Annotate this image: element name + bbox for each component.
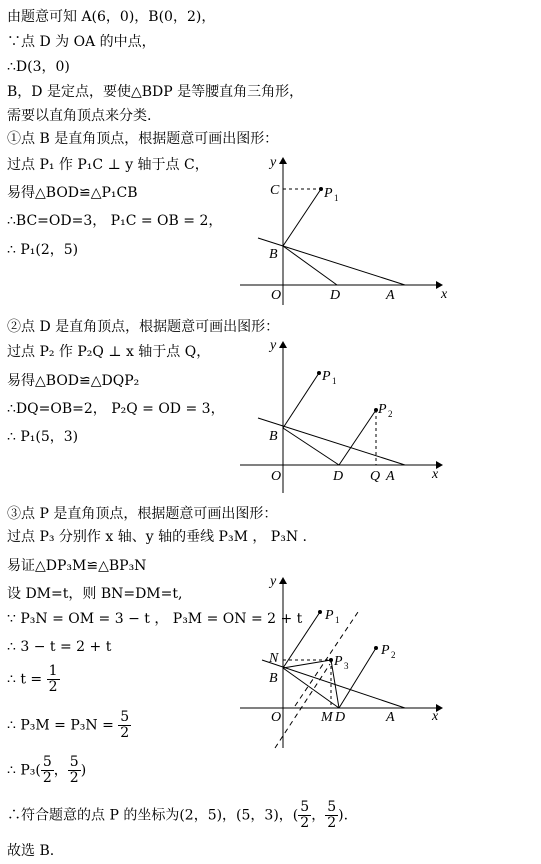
text-line-2: ∵点 D 为 OA 的中点， — [7, 34, 156, 50]
point-p3-subscript: 3 — [344, 661, 349, 671]
point-p1 — [319, 187, 323, 191]
fraction-numerator: 5 — [42, 754, 52, 770]
point-p2 — [374, 646, 378, 650]
origin-label: O — [271, 710, 282, 725]
point-a-label: A — [386, 288, 395, 303]
case1-title: ①点 B 是直角顶点，根据题意可画出图形： — [7, 131, 279, 147]
point-q-label: Q — [370, 469, 381, 484]
point-m-label: M — [321, 710, 333, 725]
point-p1 — [318, 610, 322, 614]
origin-label: O — [271, 288, 282, 303]
fraction-numerator: 5 — [327, 799, 337, 815]
point-p3-label: P — [334, 654, 343, 669]
point-d-label: D — [330, 288, 341, 303]
case1-line-a: 过点 P₁ 作 P₁C ⊥ y 轴于点 C， — [7, 157, 209, 173]
line-through-b-a — [258, 238, 405, 285]
fraction-denominator: 2 — [69, 770, 79, 786]
fraction-numerator: 5 — [69, 754, 79, 770]
point-p2-subscript: 2 — [391, 650, 396, 660]
segment-b-p1 — [283, 189, 321, 246]
text-line-1: 由题意可知 A(6，0)，B(0，2)， — [7, 9, 216, 25]
segment-d-p2 — [339, 648, 376, 708]
x-axis-label: x — [432, 467, 439, 482]
fraction-denominator: 2 — [120, 725, 130, 741]
case3-line-b: 易证△DP₃M≌△BP₃N — [7, 558, 147, 574]
fraction-denominator: 2 — [300, 815, 310, 831]
point-p1-subscript: 1 — [335, 615, 340, 625]
point-p1 — [317, 371, 321, 375]
figure-case2 — [240, 338, 442, 493]
case2-line-c: ∴DQ=OB=2， P₂Q = OD = 3， — [7, 401, 225, 417]
point-b-label: B — [269, 247, 278, 262]
point-p1-label: P — [322, 369, 331, 384]
case2-line-b: 易得△BOD≌△DQP₂ — [7, 373, 140, 389]
case3-title: ③点 P 是直角顶点，根据题意可画出图形： — [7, 506, 278, 522]
case2-line-a: 过点 P₂ 作 P₂Q ⊥ x 轴于点 Q， — [7, 344, 211, 360]
y-axis-label: y — [270, 338, 277, 353]
point-p1-label: P — [324, 186, 333, 201]
fraction-numerator: 5 — [300, 799, 310, 815]
point-d-label: D — [335, 710, 346, 725]
point-p2-label: P — [381, 643, 390, 658]
case3-line-h-prefix: ∴ P₃( — [7, 762, 41, 779]
line-through-b-a — [258, 418, 405, 465]
point-p1-subscript: 1 — [332, 376, 337, 386]
conclusion-comma: ， — [311, 807, 326, 824]
case3-line-e: ∴ 3 − t = 2 + t — [7, 639, 112, 655]
fraction-denominator: 2 — [48, 679, 58, 695]
segment-b-d — [283, 246, 337, 285]
case3-line-f-prefix: ∴ t = — [7, 671, 43, 688]
text-line-4: B，D 是定点，要使△BDP 是等腰直角三角形， — [7, 84, 304, 100]
origin-label: O — [271, 469, 282, 484]
case1-line-d: ∴ P₁(2，5) — [7, 242, 79, 258]
text-line-3: ∴D(3，0) — [7, 59, 70, 75]
answer-line: 故选 B. — [7, 843, 55, 859]
case3-line-h-comma: ， — [53, 762, 68, 779]
conclusion-suffix: ). — [338, 807, 349, 824]
x-axis-label: x — [441, 287, 448, 302]
fraction-denominator: 2 — [42, 770, 52, 786]
y-axis-label: y — [270, 574, 277, 589]
case3-line-a: 过点 P₃ 分别作 x 轴、y 轴的垂线 P₃M ， P₃N . — [7, 529, 307, 545]
case1-line-c: ∴BC=OD=3， P₁C = OB = 2， — [7, 213, 223, 229]
case2-title: ②点 D 是直角顶点，根据题意可画出图形： — [7, 319, 280, 335]
figure-case1 — [240, 155, 448, 305]
case3-line-h-suffix: ) — [80, 762, 87, 779]
fraction-denominator: 2 — [327, 815, 337, 831]
text-line-5: 需要以直角顶点来分类. — [7, 108, 152, 124]
figure-case3 — [240, 574, 442, 748]
point-p2-label: P — [378, 402, 387, 417]
point-c-label: C — [270, 183, 280, 198]
fraction-numerator: 1 — [48, 663, 58, 679]
x-axis-label: x — [432, 709, 439, 724]
case3-line-g-prefix: ∴ P₃M = P₃N = — [7, 717, 114, 734]
point-p1-label: P — [325, 608, 334, 623]
point-n-label: N — [269, 651, 279, 666]
segment-d-p2 — [339, 410, 376, 465]
segment-b-p3 — [283, 660, 331, 668]
point-b-label: B — [269, 671, 278, 686]
conclusion-prefix: ∴符合题意的点 P 的坐标为(2，5)，(5，3)，( — [7, 807, 299, 824]
segment-b-p1 — [283, 373, 319, 428]
case3-line-d: ∵ P₃N = OM = 3 − t ， P₃M = ON = 2 + t — [7, 611, 303, 627]
case2-line-d: ∴ P₁(5，3) — [7, 429, 79, 445]
case3-line-c: 设 DM=t，则 BN=DM=t, — [7, 586, 183, 602]
fraction-numerator: 5 — [120, 709, 130, 725]
point-a-label: A — [386, 469, 395, 484]
case1-line-b: 易得△BOD≌△P₁CB — [7, 185, 138, 201]
point-a-label: A — [386, 710, 395, 725]
point-p1-subscript: 1 — [334, 193, 339, 203]
y-axis-label: y — [270, 155, 277, 170]
point-b-label: B — [269, 429, 278, 444]
point-p2-subscript: 2 — [388, 409, 393, 419]
segment-b-d — [283, 428, 339, 465]
point-d-label: D — [333, 469, 344, 484]
point-p3 — [329, 658, 333, 662]
